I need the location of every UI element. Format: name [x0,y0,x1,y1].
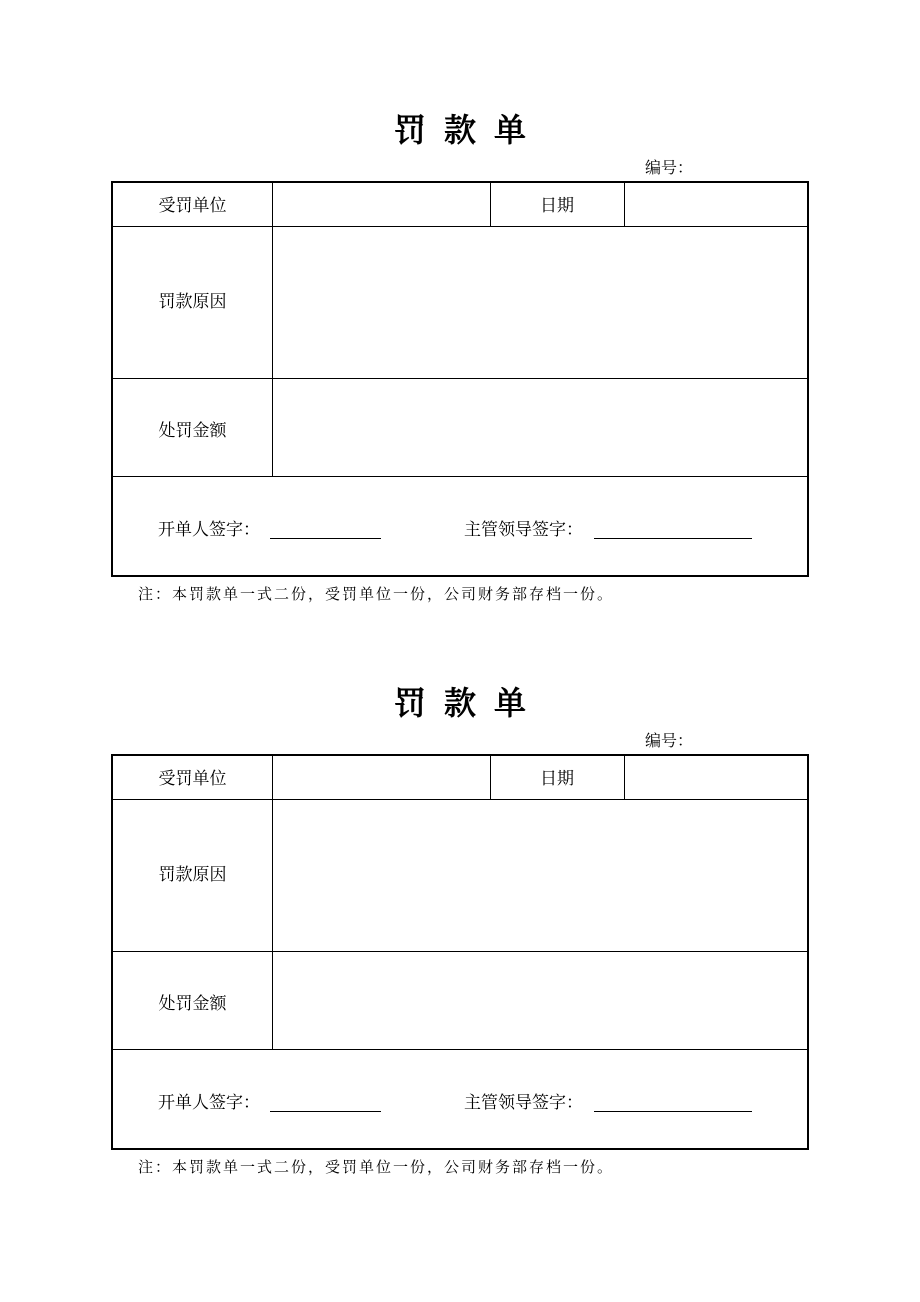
serial-number-label: 编号： [645,158,694,177]
issuer-signature-label: 开单人签字： [158,520,260,540]
signature-row [113,518,807,542]
form-note: 注：本罚款单一式二份，受罚单位一份，公司财务部存档一份。 [138,1158,615,1176]
form-title: 罚款单 [393,684,544,722]
row-divider [113,1049,807,1050]
fine-form [0,0,920,603]
form-note: 注：本罚款单一式二份，受罚单位一份，公司财务部存档一份。 [138,585,615,603]
fine-reason-label: 罚款原因 [158,865,227,885]
fine-table [111,181,809,577]
penalized-unit-field[interactable] [273,756,490,799]
fine-table [111,754,809,1150]
penalized-unit-label: 受罚单位 [158,196,227,216]
form-title: 罚款单 [393,111,544,149]
fine-amount-label: 处罚金额 [158,994,227,1014]
row-divider [113,476,807,477]
issuer-signature-label: 开单人签字： [158,1093,260,1113]
issuer-signature-line[interactable] [270,538,381,539]
penalized-unit-field[interactable] [273,183,490,226]
fine-amount-label: 处罚金额 [158,421,227,441]
fine-amount-field[interactable] [273,952,807,1049]
supervisor-signature-label: 主管领导签字： [464,520,583,540]
date-field[interactable] [625,183,807,226]
date-label: 日期 [540,769,574,789]
fine-amount-field[interactable] [273,379,807,476]
date-label: 日期 [540,196,574,216]
serial-number-label: 编号： [645,731,694,750]
penalized-unit-label: 受罚单位 [158,769,227,789]
date-field[interactable] [625,756,807,799]
supervisor-signature-line[interactable] [594,538,752,539]
fine-reason-field[interactable] [273,800,807,951]
fine-form [0,573,920,1176]
supervisor-signature-label: 主管领导签字： [464,1093,583,1113]
issuer-signature-line[interactable] [270,1111,381,1112]
fine-reason-field[interactable] [273,227,807,378]
supervisor-signature-line[interactable] [594,1111,752,1112]
fine-reason-label: 罚款原因 [158,292,227,312]
signature-row [113,1091,807,1115]
